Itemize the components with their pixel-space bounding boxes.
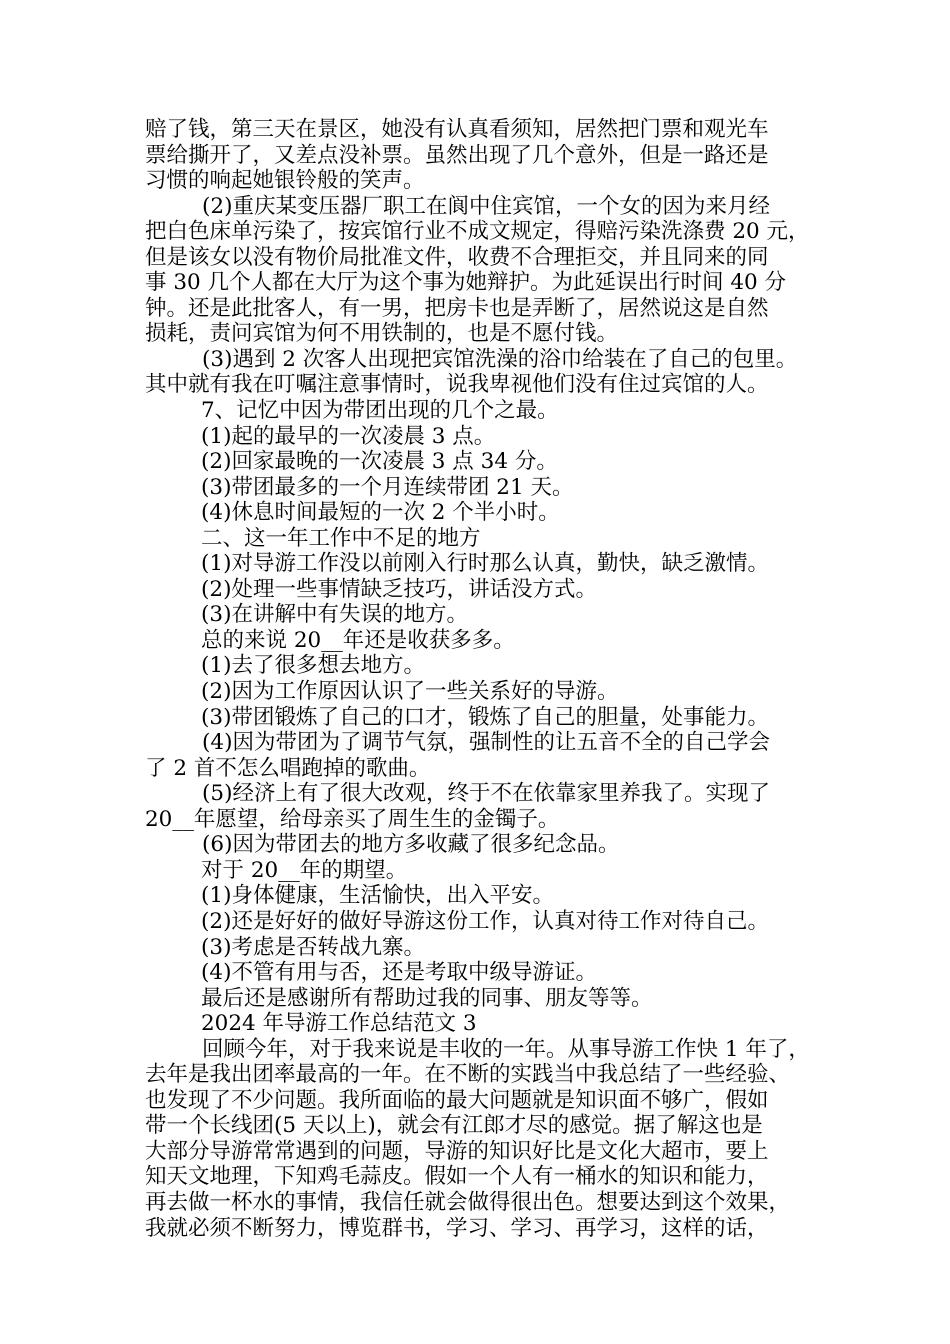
list-item: (2)处理一些事情缺乏技巧，讲话没方式。	[201, 576, 597, 602]
list-item: (1)去了很多想去地方。	[201, 653, 425, 679]
text-line: 去年是我出团率最高的一年。在不断的实践当中我总结了一些经验、	[145, 1062, 791, 1088]
list-item: (5)经济上有了很大改观，终于不在依靠家里养我了。实现了	[202, 781, 770, 807]
text-line: 事 30 几个人都在大厅为这个事为她辩护。为此延误出行时间 40 分	[145, 270, 787, 296]
text-line: 总的来说 20__年还是收获多多。	[201, 627, 515, 653]
text-line: 我就必须不断努力，博览群书，学习、学习、再学习，这样的话，	[145, 1215, 769, 1241]
text-line: (2)重庆某变压器厂职工在阆中住宾馆，一个女的因为来月经	[202, 193, 770, 219]
text-line: 再去做一杯水的事情，我信任就会做得很出色。想要达到这个效果，	[145, 1189, 791, 1215]
section-heading: 二、这一年工作中不足的地方	[201, 525, 481, 551]
text-line: 其中就有我在叮嘱注意事情时，说我卑视他们没有住过宾馆的人。	[145, 372, 769, 398]
list-item: (2)因为工作原因认识了一些关系好的导游。	[201, 679, 619, 705]
text-line: 习惯的响起她银铃般的笑声。	[145, 168, 425, 194]
list-item: (3)带团锻炼了自己的口才，锻炼了自己的胆量，处事能力。	[201, 704, 769, 730]
text-line: 钟。还是此批客人，有一男，把房卡也是弄断了，居然说这是自然	[145, 295, 769, 321]
section-title: 2024 年导游工作总结范文 3	[201, 1011, 477, 1037]
list-item: (3)考虑是否转战九寨。	[201, 934, 425, 960]
text-line: 赔了钱，第三天在景区，她没有认真看须知，居然把门票和观光车	[145, 117, 769, 142]
text-line: 知天文地理，下知鸡毛蒜皮。假如一个人有一桶水的知识和能力，	[145, 1164, 769, 1190]
list-item: (3)在讲解中有失误的地方。	[201, 602, 468, 628]
text-line: 损耗，责问宾馆为何不用铁制的，也是不愿付钱。	[145, 321, 619, 347]
list-item: (1)起的最早的一次凌晨 3 点。	[201, 423, 496, 449]
list-item: (3)带团最多的一个月连续带团 21 天。	[201, 474, 574, 500]
text-line: 也发现了不少问题。我所面临的最大问题就是知识面不够广，假如	[145, 1087, 769, 1113]
list-item: (4)因为带团为了调节气氛，强制性的让五音不全的自己学会	[202, 730, 770, 756]
list-item: (2)回家最晚的一次凌晨 3 点 34 分。	[201, 449, 558, 475]
list-item: (1)身体健康，生活愉快，出入平安。	[201, 883, 554, 909]
text-line: 了 2 首不怎么唱跑掉的歌曲。	[145, 755, 431, 781]
text-line: (3)遇到 2 次客人出现把宾馆洗澡的浴巾给装在了自己的包里。	[202, 346, 798, 372]
text-line: 票给撕开了，又差点没补票。虽然出现了几个意外，但是一路还是	[145, 142, 769, 168]
list-item: (2)还是好好的做好导游这份工作，认真对待工作对待自己。	[201, 908, 769, 934]
list-item: (4)不管有用与否，还是考取中级导游证。	[201, 960, 597, 986]
list-item: (1)对导游工作没以前刚入行时那么认真，勤快，缺乏激情。	[201, 551, 769, 577]
list-item: (4)休息时间最短的一次 2 个半小时。	[201, 500, 560, 526]
text-line: 大部分导游常常遇到的问题，导游的知识好比是文化大超市，要上	[145, 1138, 769, 1164]
text-line: 20__年愿望，给母亲买了周生生的金镯子。	[145, 806, 560, 832]
document-body	[145, 117, 825, 1241]
section-heading: 7、记忆中因为带团出现的几个之最。	[201, 398, 559, 424]
text-line: 对于 20__年的期望。	[201, 857, 408, 883]
list-item: (6)因为带团去的地方多收藏了很多纪念品。	[202, 832, 620, 858]
text-line: 把白色床单污染了，按宾馆行业不成文规定，得赔污染洗涤费 20 元，	[145, 219, 810, 245]
text-line: 回顾今年，对于我来说是丰收的一年。从事导游工作快 1 年了，	[202, 1036, 810, 1062]
text-line: 带一个长线团(5 天以上)，就会有江郎才尽的感觉。据了解这也是	[145, 1113, 763, 1139]
text-line: 最后还是感谢所有帮助过我的同事、朋友等等。	[201, 985, 653, 1011]
text-line: 但是该女以没有物价局批准文件，收费不合理拒交，并且同来的同	[145, 244, 769, 270]
